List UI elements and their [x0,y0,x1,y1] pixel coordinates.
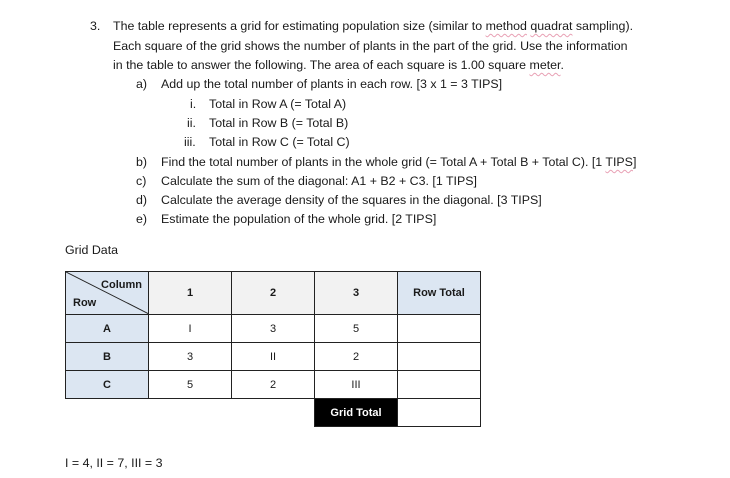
row-total-b[interactable] [398,343,481,371]
cell-a3: 5 [315,315,398,343]
part-c-letter: c) [136,174,147,188]
part-d-letter: d) [136,193,148,207]
row-header-a: A [66,315,149,343]
part-a-text: Add up the total number of plants in each row. [3 x 1 = 3 TIPS] [161,77,503,91]
row-total-c[interactable] [398,371,481,399]
sub-ii-text: Total in Row B (= Total B) [209,116,349,130]
column-header-3: 3 [315,272,398,315]
grid-heading: Grid Data [65,243,119,257]
sub-iii-text: Total in Row C (= Total C) [209,135,350,149]
part-c-text: Calculate the sum of the diagonal: A1 + B2 + C3. [1 TIPS] [161,174,477,188]
row-header-b: B [66,343,149,371]
corner-column-label: Column [101,279,142,291]
grid-total-label: Grid Total [315,399,398,427]
corner-cell [66,272,149,315]
sub-i-text: Total in Row A (= Total A) [209,97,347,111]
part-b-letter: b) [136,155,148,169]
part-e-text: Estimate the population of the whole grid. [2 TIPS] [161,212,437,226]
cell-c3: III [315,371,398,399]
cell-c2: 2 [232,371,315,399]
tally-legend: I = 4, II = 7, III = 3 [65,456,163,470]
part-a-letter: a) [136,77,148,91]
grid-data-table [65,271,481,427]
sub-iii-numeral: iii. [184,135,196,149]
intro-line-2: Each square of the grid shows the number of plants in the part of the grid. Use the information [113,39,628,53]
row-total-header: Row Total [398,272,481,315]
cell-b3: 2 [315,343,398,371]
question-number: 3. [90,19,101,33]
intro-line-3: in the table to answer the following. The area of each square is 1.00 square meter. [113,58,564,72]
part-d-text: Calculate the average density of the squares in the diagonal. [3 TIPS] [161,193,542,207]
table-row [66,371,481,399]
sub-ii-numeral: ii. [187,116,196,130]
table-header-row [66,272,481,315]
cell-b1: 3 [149,343,232,371]
row-header-c: C [66,371,149,399]
cell-b2: II [232,343,315,371]
corner-row-label: Row [73,297,97,309]
part-e-letter: e) [136,212,148,226]
grid-total-row [66,399,481,427]
sub-i-numeral: i. [190,97,197,111]
column-header-2: 2 [232,272,315,315]
table-row [66,315,481,343]
table-row [66,343,481,371]
intro-line-1: The table represents a grid for estimating population size (similar to method quadrat sampling). [113,19,634,33]
row-total-a[interactable] [398,315,481,343]
column-header-1: 1 [149,272,232,315]
grid-total-value[interactable] [398,399,481,427]
cell-a1: I [149,315,232,343]
cell-a2: 3 [232,315,315,343]
part-b-text: Find the total number of plants in the whole grid (= Total A + Total B + Total C). [1 TIPS] [161,155,637,169]
cell-c1: 5 [149,371,232,399]
